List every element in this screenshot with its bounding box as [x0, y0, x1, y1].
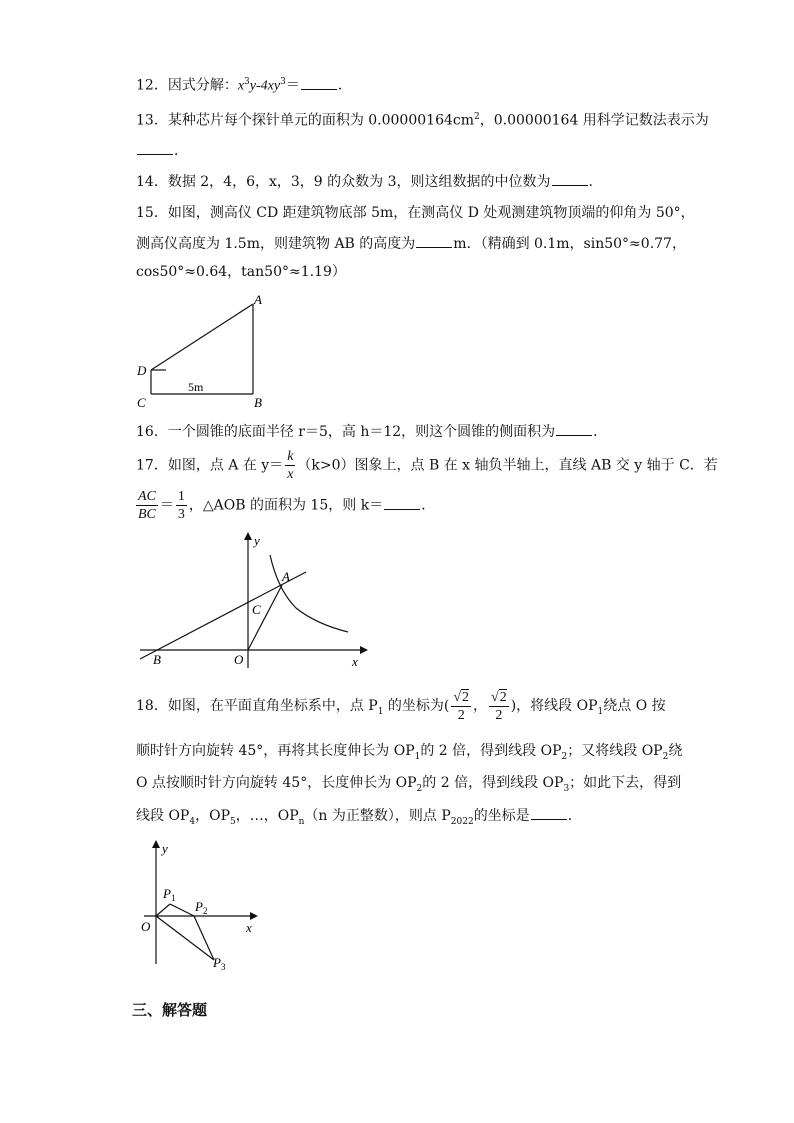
sub-1: 1: [597, 706, 604, 717]
question-15-line3: cos50°≈0.64，tan50°≈1.19）: [136, 264, 346, 280]
answer-blank[interactable]: [416, 233, 452, 248]
question-15-line2: [136, 233, 686, 254]
label-P2: $P_2$: [195, 899, 208, 916]
radicand: 2: [499, 689, 507, 705]
frac-den: x: [287, 467, 294, 482]
label-D: D: [137, 363, 147, 378]
label-x: x: [246, 920, 252, 935]
q15-line2-a: 测高仪高度为 1.5m，则建筑物 AB 的高度为: [136, 236, 416, 252]
sub-2: 2: [561, 751, 568, 762]
q13-line1-tail: ，0.00000164 用科学记数法表示为: [479, 112, 709, 129]
question-17-line2: [134, 488, 435, 523]
label-O: O: [234, 652, 244, 667]
sub-n: n: [298, 816, 305, 827]
answer-blank[interactable]: [556, 421, 592, 436]
q13-exp: 2: [474, 112, 480, 122]
sub-1: 1: [377, 706, 384, 717]
sub-2: 2: [662, 751, 669, 762]
q17-line1-a: 17．如图，点 A 在 y＝: [136, 457, 284, 474]
q18-line4-e: 的坐标是: [473, 808, 530, 824]
val-num: 1: [177, 489, 185, 504]
sub-4: 4: [189, 816, 196, 827]
q15-line2-b: m．（精确到 0.1m，sin50°≈0.77，: [453, 236, 686, 252]
q18-line4-a: 线段 OP: [136, 808, 190, 824]
figure-q15: [130, 290, 280, 415]
answer-blank[interactable]: [301, 75, 337, 90]
q18-line1-a: 18．如图，在平面直角坐标系中，点 P: [136, 698, 378, 714]
sub-1: 1: [414, 751, 421, 762]
question-13-line2: [136, 140, 188, 161]
q18-line2-b: 的 2 倍，得到线段 OP: [420, 743, 562, 759]
frac-num: k: [287, 449, 294, 464]
q18-line1-b: 的坐标为(: [383, 698, 450, 714]
q18-line3-a: O 点按顺时针方向旋转 45°，长度伸长为 OP: [136, 775, 417, 791]
label-A: A: [282, 569, 290, 584]
q18-line1-c: )，将线段 OP: [510, 698, 598, 714]
q18-line3-b: 的 2 倍，得到线段 OP: [422, 775, 564, 791]
fraction-one-third: [176, 488, 187, 523]
q16-end: ．: [593, 424, 608, 440]
fraction-sqrt2-over-2: [489, 689, 509, 724]
sub-2: 2: [416, 783, 423, 794]
label-B: B: [254, 395, 262, 410]
q12-end: ．: [337, 77, 352, 94]
question-12: [136, 72, 352, 97]
q18-end: ．: [567, 808, 582, 824]
q18-line4-c: ，…，OP: [235, 808, 299, 824]
question-13: [136, 107, 709, 131]
q18-comma: ，: [473, 698, 488, 714]
label-P3: $P_3$: [213, 955, 226, 972]
sub-2022: 2022: [450, 816, 474, 827]
question-18-line4: [136, 805, 582, 832]
q18-line2: 顺时针方向旋转 45°，再将其长度伸长为 OP: [136, 743, 415, 759]
q17-line2-b: ，△AOB 的面积为 15，则 k＝: [188, 497, 384, 514]
frac-num: √2: [453, 689, 470, 705]
answer-blank[interactable]: [552, 171, 588, 186]
q17-line1-b: （k>0）图象上，点 B 在 x 轴负半轴上，直线 AB 交 y 轴于 C．若: [297, 457, 718, 474]
sub-3: 3: [563, 783, 570, 794]
q18-line4-b: ，OP: [195, 808, 230, 824]
q12-expr-b: y-4xy: [249, 78, 281, 94]
label-C: C: [252, 602, 261, 617]
label-P1: $P_1$: [163, 886, 176, 903]
ratio-num: AC: [138, 489, 156, 504]
q16-text: 16．一个圆锥的底面半径 r＝5，高 h＝12，则这个圆锥的侧面积为: [136, 424, 556, 440]
fraction-k-over-x: [285, 448, 295, 483]
fraction-sqrt2-over-2: [451, 689, 471, 724]
figure-q18: [136, 836, 266, 976]
question-14: [136, 171, 603, 192]
q18-line2-d: 绕: [668, 743, 683, 759]
label-y: y: [162, 841, 168, 856]
q17-eq: ＝: [159, 497, 174, 514]
q14-text: 14．数据 2，4，6，x，3，9 的众数为 3，则这组数据的中位数为: [136, 174, 551, 190]
frac-den: 2: [457, 707, 465, 723]
q18-line2-c: ；又将线段 OP: [567, 743, 663, 759]
question-18-line1: [136, 686, 666, 732]
q13-end: ．: [174, 143, 188, 159]
section-heading: 三、解答题: [132, 1001, 208, 1019]
q12-expr-a: x: [237, 78, 245, 94]
question-17-line1: [136, 448, 718, 483]
answer-blank[interactable]: [384, 495, 420, 510]
figure-q17: [130, 528, 380, 673]
val-den: 3: [177, 507, 185, 522]
q18-line1-d: 绕点 O 按: [603, 698, 666, 714]
radicand: 2: [462, 689, 470, 705]
label-O: O: [141, 919, 151, 934]
q13-line1: 13．某种芯片每个探针单元的面积为 0.00000164cm: [136, 112, 474, 129]
label-x: x: [352, 654, 358, 669]
label-length: 5m: [188, 380, 204, 394]
label-y: y: [254, 533, 260, 548]
sub-5: 5: [230, 816, 236, 827]
q12-exp-a: 3: [244, 77, 250, 87]
q12-exp-b: 3: [280, 77, 286, 87]
q12-label: 12．因式分解：: [136, 77, 238, 94]
label-A: A: [254, 292, 262, 307]
q12-eq: ＝: [285, 77, 300, 94]
question-15-line1: 15．如图，测高仪 CD 距建筑物底部 5m，在测高仪 D 处观测建筑物顶端的仰角为 50°，: [136, 205, 695, 221]
frac-num: √2: [491, 689, 507, 705]
label-B: B: [153, 652, 161, 667]
q18-line3-c: ；如此下去，得到: [569, 775, 682, 791]
fraction-ac-over-bc: [136, 488, 158, 523]
answer-blank[interactable]: [137, 140, 173, 155]
answer-blank[interactable]: [531, 805, 567, 820]
question-18-line3: [136, 773, 681, 799]
label-C: C: [137, 395, 146, 410]
question-18-line2: [136, 741, 682, 767]
q18-line4-d: （n 为正整数），则点 P: [304, 808, 451, 824]
q14-end: ．: [588, 174, 603, 190]
ratio-den: BC: [138, 507, 156, 522]
q17-end: ．: [421, 497, 436, 514]
frac-den: 2: [495, 707, 503, 723]
question-16: [136, 421, 607, 442]
